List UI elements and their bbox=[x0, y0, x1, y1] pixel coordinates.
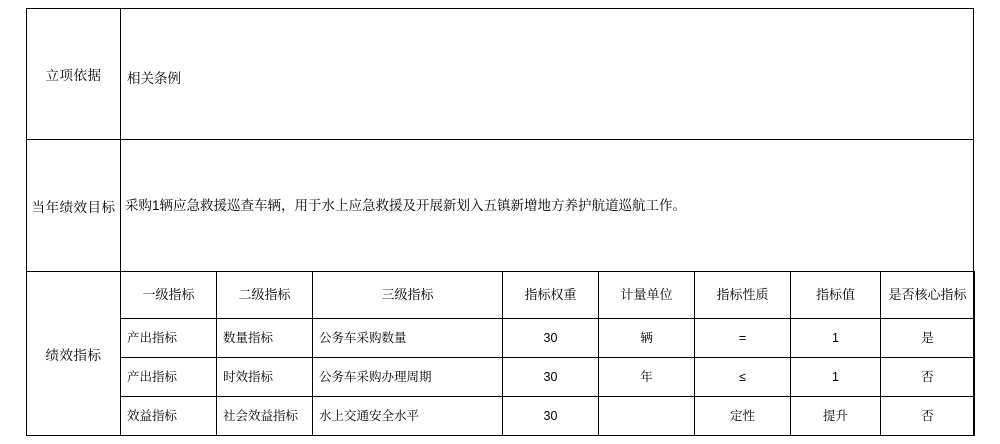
cell-level1: 产出指标 bbox=[121, 319, 217, 358]
cell-value: 提升 bbox=[791, 397, 881, 436]
row-label-goal: 当年绩效目标 bbox=[27, 140, 121, 272]
col-header-unit: 计量单位 bbox=[599, 272, 695, 319]
col-header-level2: 二级指标 bbox=[217, 272, 313, 319]
cell-core: 否 bbox=[881, 358, 975, 397]
basis-value-cell bbox=[121, 9, 974, 140]
table-row bbox=[121, 319, 975, 358]
cell-nature: 定性 bbox=[695, 397, 791, 436]
indicator-table bbox=[120, 271, 975, 436]
cell-weight: 30 bbox=[503, 319, 599, 358]
cell-weight: 30 bbox=[503, 397, 599, 436]
indicator-table-host bbox=[121, 272, 974, 436]
cell-unit: 年 bbox=[599, 358, 695, 397]
col-header-level1: 一级指标 bbox=[121, 272, 217, 319]
table-row-basis bbox=[27, 9, 974, 140]
table-row-goal bbox=[27, 140, 974, 272]
col-header-value: 指标值 bbox=[791, 272, 881, 319]
cell-core: 否 bbox=[881, 397, 975, 436]
cell-level2: 社会效益指标 bbox=[217, 397, 313, 436]
cell-level2: 数量指标 bbox=[217, 319, 313, 358]
goal-value: 采购1辆应急救援巡查车辆，用于水上应急救援及开展新划入五镇新增地方养护航道巡航工作。 bbox=[125, 197, 687, 213]
goal-value-cell bbox=[121, 140, 974, 272]
cell-value: 1 bbox=[791, 358, 881, 397]
indicator-header-row bbox=[121, 272, 975, 319]
performance-target-form bbox=[0, 8, 1000, 444]
table-row bbox=[121, 397, 975, 436]
table-row bbox=[121, 358, 975, 397]
cell-level2: 时效指标 bbox=[217, 358, 313, 397]
cell-level3: 公务车采购数量 bbox=[313, 319, 503, 358]
col-header-nature: 指标性质 bbox=[695, 272, 791, 319]
cell-nature: = bbox=[695, 319, 791, 358]
cell-core: 是 bbox=[881, 319, 975, 358]
form-table bbox=[26, 8, 974, 436]
cell-weight: 30 bbox=[503, 358, 599, 397]
basis-value: 相关条例 bbox=[127, 71, 181, 86]
row-label-indicators: 绩效指标 bbox=[27, 272, 121, 436]
col-header-core: 是否核心指标 bbox=[881, 272, 975, 319]
col-header-level3: 三级指标 bbox=[313, 272, 503, 319]
cell-unit bbox=[599, 397, 695, 436]
table-row-indicators bbox=[27, 272, 974, 436]
row-label-basis: 立项依据 bbox=[27, 9, 121, 140]
cell-level1: 效益指标 bbox=[121, 397, 217, 436]
cell-level3: 公务车采购办理周期 bbox=[313, 358, 503, 397]
cell-level3: 水上交通安全水平 bbox=[313, 397, 503, 436]
cell-level1: 产出指标 bbox=[121, 358, 217, 397]
col-header-weight: 指标权重 bbox=[503, 272, 599, 319]
cell-nature: ≤ bbox=[695, 358, 791, 397]
cell-unit: 辆 bbox=[599, 319, 695, 358]
cell-value: 1 bbox=[791, 319, 881, 358]
